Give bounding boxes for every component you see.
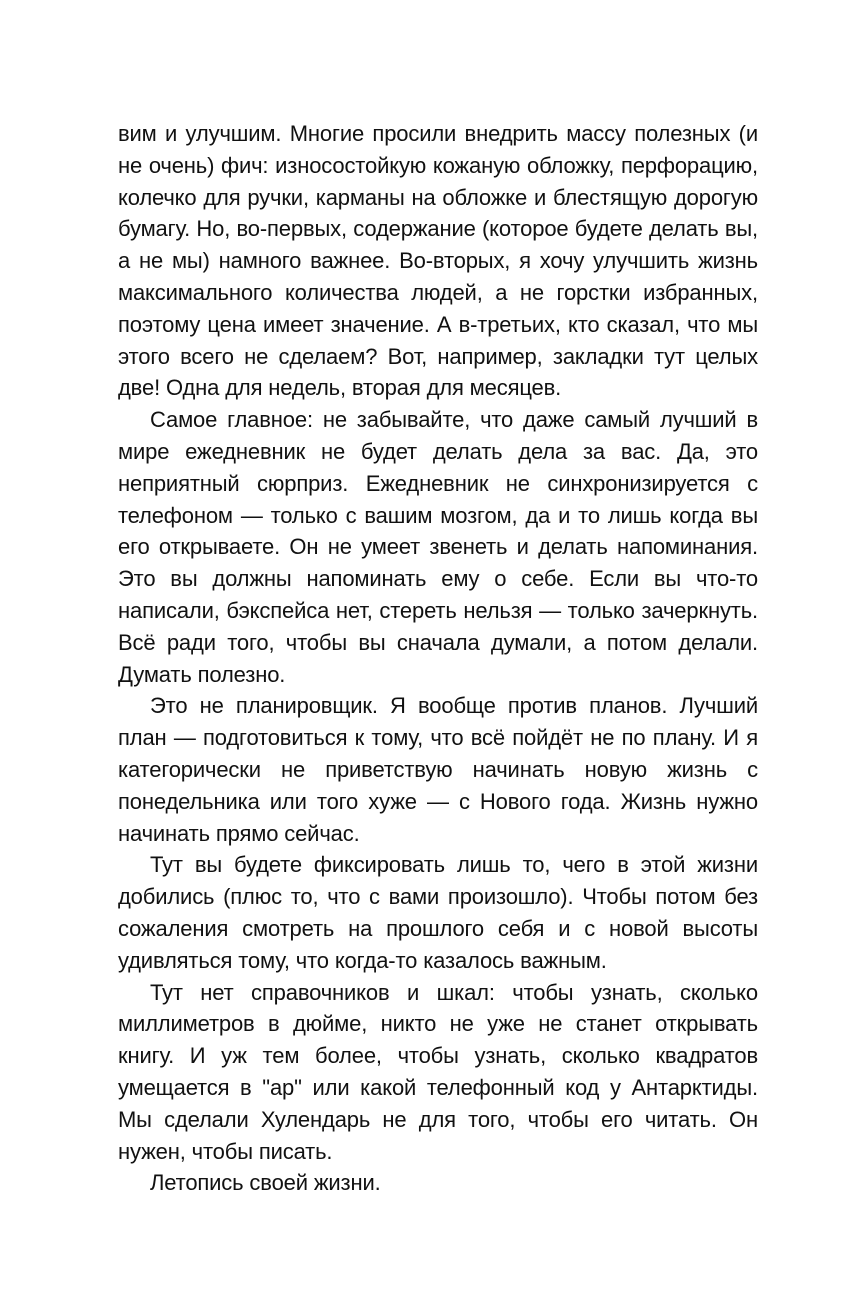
paragraph-2: Самое главное: не забывайте, что даже самый лучший в мире ежедневник не будет делать дела за вас. Да, это неприятный сюрприз. Ежедневник не синхронизируется с телефоном — только с вашим мозгом, да и то лишь когда вы его открываете. Он не умеет звенеть и делать напоминания. Это вы должны напоминать ему о себе. Если вы что-то написали, бэкспейса нет, стереть нельзя — только зачеркнуть. Всё ради того, чтобы вы сначала думали, а потом делали. Думать полезно. bbox=[118, 407, 758, 687]
paragraph-6: Летопись своей жизни. bbox=[150, 1170, 381, 1196]
paragraph-4: Тут вы будете фиксировать лишь то, чего в этой жизни добились (плюс то, что с вами произошло). Чтобы потом без сожаления смотреть на прошлого себя и с новой высоты удивляться тому, что когда-то казалось важным. bbox=[118, 852, 758, 973]
paragraph-1: вим и улучшим. Многие просили внедрить массу полезных (и не очень) фич: износостойкую кожаную обложку, перфорацию, колечко для ручки, карманы на обложке и блестящую дорогую бумагу. Но, во-первых, содержание (которое будете делать вы, а не мы) намного важнее. Во-вторых, я хочу улучшить жизнь максимального количества людей, а не горстки избранных, поэтому цена имеет значение. А в-третьих, кто сказал, что мы этого всего не сделаем? Вот, например, закладки тут целых две! Одна для недель, вторая для месяцев. bbox=[118, 121, 758, 401]
book-page bbox=[118, 118, 758, 1199]
paragraph-5: Тут нет справочников и шкал: чтобы узнать, сколько миллиметров в дюйме, никто не уже не станет открывать книгу. И уж тем более, чтобы узнать, сколько квадратов умещается в "ар" или какой телефонный код у Антарктиды. Мы сделали Хулендарь не для того, чтобы его читать. Он нужен, чтобы писать. bbox=[118, 979, 758, 1164]
paragraph-3: Это не планировщик. Я вообще против планов. Лучший план — подготовиться к тому, что всё пойдёт не по плану. И я категорически не приветствую начинать новую жизнь с понедельника или того хуже — с Нового года. Жизнь нужно начинать прямо сейчас. bbox=[118, 693, 758, 846]
